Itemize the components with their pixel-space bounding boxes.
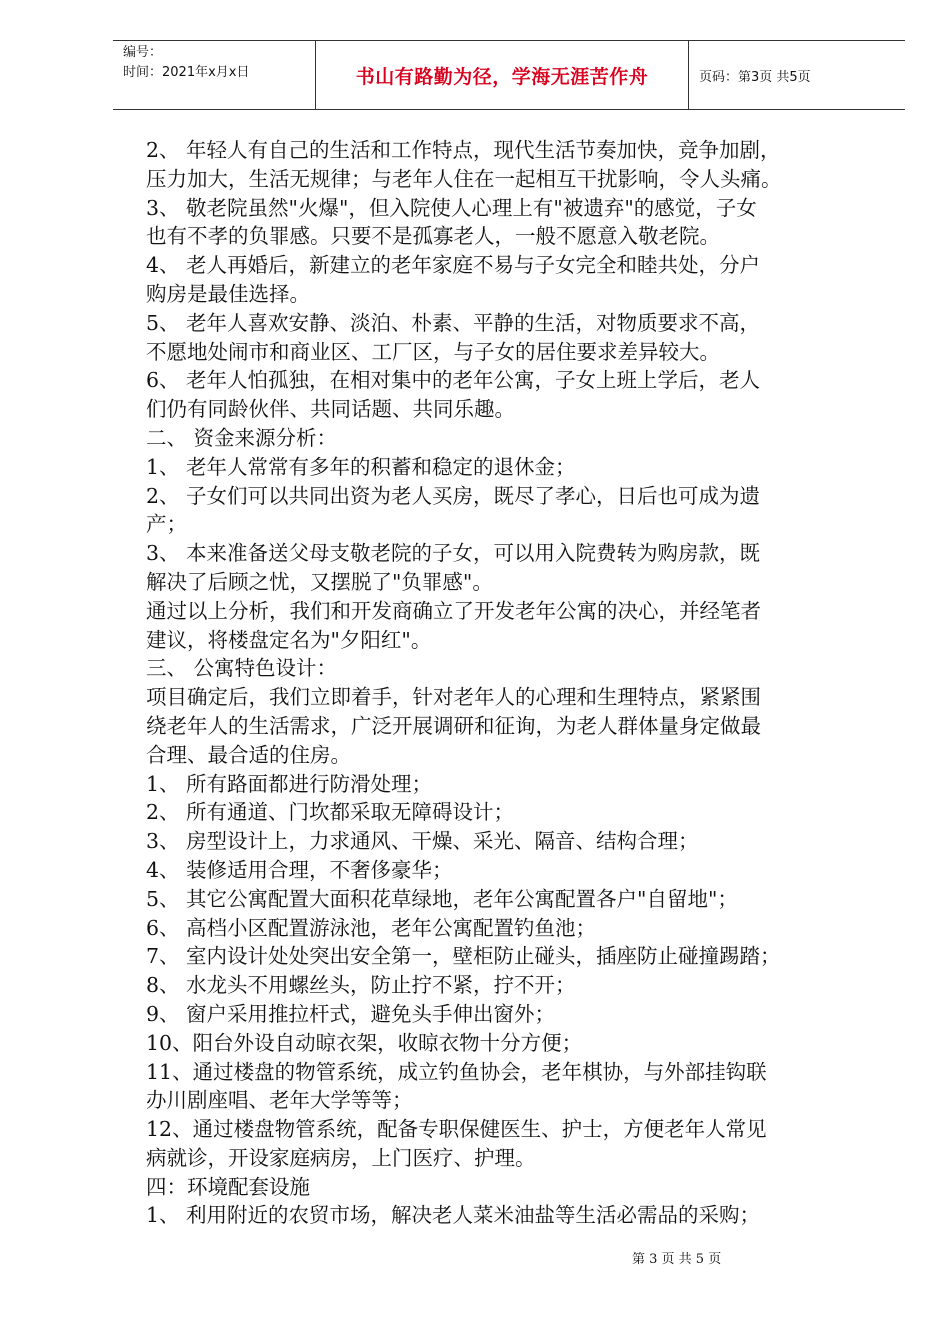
text-line: 通过以上分析，我们和开发商确立了开发老年公寓的决心，并经笔者 <box>146 598 761 623</box>
page-footer: 第 3 页 共 5 页 <box>632 1252 722 1267</box>
text-line: 5、 其它公寓配置大面积花草绿地，老年公寓配置各户"自留地"； <box>146 886 738 911</box>
document-body <box>146 136 876 1230</box>
text-line: 病就诊，开设家庭病房，上门医疗、护理。 <box>146 1145 536 1170</box>
text-line: 3、 本来准备送父母支敬老院的子女，可以用入院费转为购房款，既 <box>146 541 761 566</box>
header-meta <box>113 41 315 109</box>
text-line: 2、 所有通道、门坎都采取无障碍设计； <box>146 800 515 825</box>
text-line: 5、 老年人喜欢安静、淡泊、朴素、平静的生活，对物质要求不高， <box>146 310 761 335</box>
header-motto-cell <box>315 41 689 109</box>
text-line: 3、 敬老院虽然"火爆"，但入院使人心理上有"被遗弃"的感觉，子女 <box>146 195 757 220</box>
text-line: 9、 窗户采用推拉杆式，避免头手伸出窗外； <box>146 1001 556 1026</box>
text-line: 12、通过楼盘物管系统，配备专职保健医生、护士，方便老年人常见 <box>146 1117 767 1142</box>
text-line: 8、 水龙头不用螺丝头，防止拧不紧，拧不开； <box>146 973 576 998</box>
text-line: 2、 子女们可以共同出资为老人买房，既尽了孝心，日后也可成为遗 <box>146 483 761 508</box>
text-line: 11、通过楼盘的物管系统，成立钓鱼协会，老年棋协，与外部挂钩联 <box>146 1059 767 1084</box>
text-line: 绕老年人的生活需求，广泛开展调研和征询，为老人群体量身定做最 <box>146 713 761 738</box>
text-line: 1、 所有路面都进行防滑处理； <box>146 771 433 796</box>
text-line: 二、 资金来源分析： <box>146 425 338 450</box>
text-line: 建议，将楼盘定名为"夕阳红"。 <box>146 627 432 652</box>
text-line: 7、 室内设计处处突出安全第一，壁柜防止碰头，插座防止碰撞踢踏； <box>146 944 781 969</box>
text-line: 产； <box>146 512 187 537</box>
text-line: 三、 公寓特色设计： <box>146 656 338 681</box>
text-line: 1、 老年人常常有多年的积蓄和稳定的退休金； <box>146 454 576 479</box>
motto: 书山有路勤为径，学海无涯苦作舟 <box>355 65 649 88</box>
header-page-cell <box>689 41 905 109</box>
text-line: 6、 高档小区配置游泳池，老年公寓配置钓鱼池； <box>146 915 597 940</box>
text-line: 项目确定后，我们立即着手，针对老年人的心理和生理特点，紧紧围 <box>146 685 761 710</box>
page-label: 页码：第3页 共5页 <box>699 69 811 85</box>
text-line: 10、阳台外设自动晾衣架，收晾衣物十分方便； <box>146 1030 583 1055</box>
text-line: 们仍有同龄伙伴、共同话题、共同乐趣。 <box>146 397 515 422</box>
text-line: 6、 老年人怕孤独，在相对集中的老年公寓，子女上班上学后，老人 <box>146 368 761 393</box>
text-line: 也有不孝的负罪感。只要不是孤寡老人，一般不愿意入敬老院。 <box>146 224 720 249</box>
date-label: 时间：2021年x月x日 <box>123 65 250 80</box>
text-line: 不愿地处闹市和商业区、工厂区，与子女的居住要求差异较大。 <box>146 339 720 364</box>
text-line: 四：环境配套设施 <box>146 1174 310 1199</box>
text-line: 解决了后顾之忧，又摆脱了"负罪感"。 <box>146 569 493 594</box>
text-line: 2、 年轻人有自己的生活和工作特点，现代生活节奏加快，竞争加剧， <box>146 138 781 162</box>
text-line: 4、 装修适用合理，不奢侈豪华； <box>146 857 453 882</box>
text-line: 3、 房型设计上，力求通风、干燥、采光、隔音、结构合理； <box>146 829 699 854</box>
text-line: 购房是最佳选择。 <box>146 281 310 306</box>
text-line: 1、 利用附近的农贸市场，解决老人菜米油盐等生活必需品的采购； <box>146 1203 761 1228</box>
serial-label: 编号： <box>123 45 163 60</box>
text-line: 办川剧座唱、老年大学等等； <box>146 1088 413 1113</box>
text-line: 4、 老人再婚后，新建立的老年家庭不易与子女完全和睦共处，分户 <box>146 253 761 278</box>
page-header <box>113 40 905 110</box>
text-line: 合理、最合适的住房。 <box>146 742 351 767</box>
text-line: 压力加大，生活无规律；与老年人住在一起相互干扰影响，令人头痛。 <box>146 166 782 191</box>
